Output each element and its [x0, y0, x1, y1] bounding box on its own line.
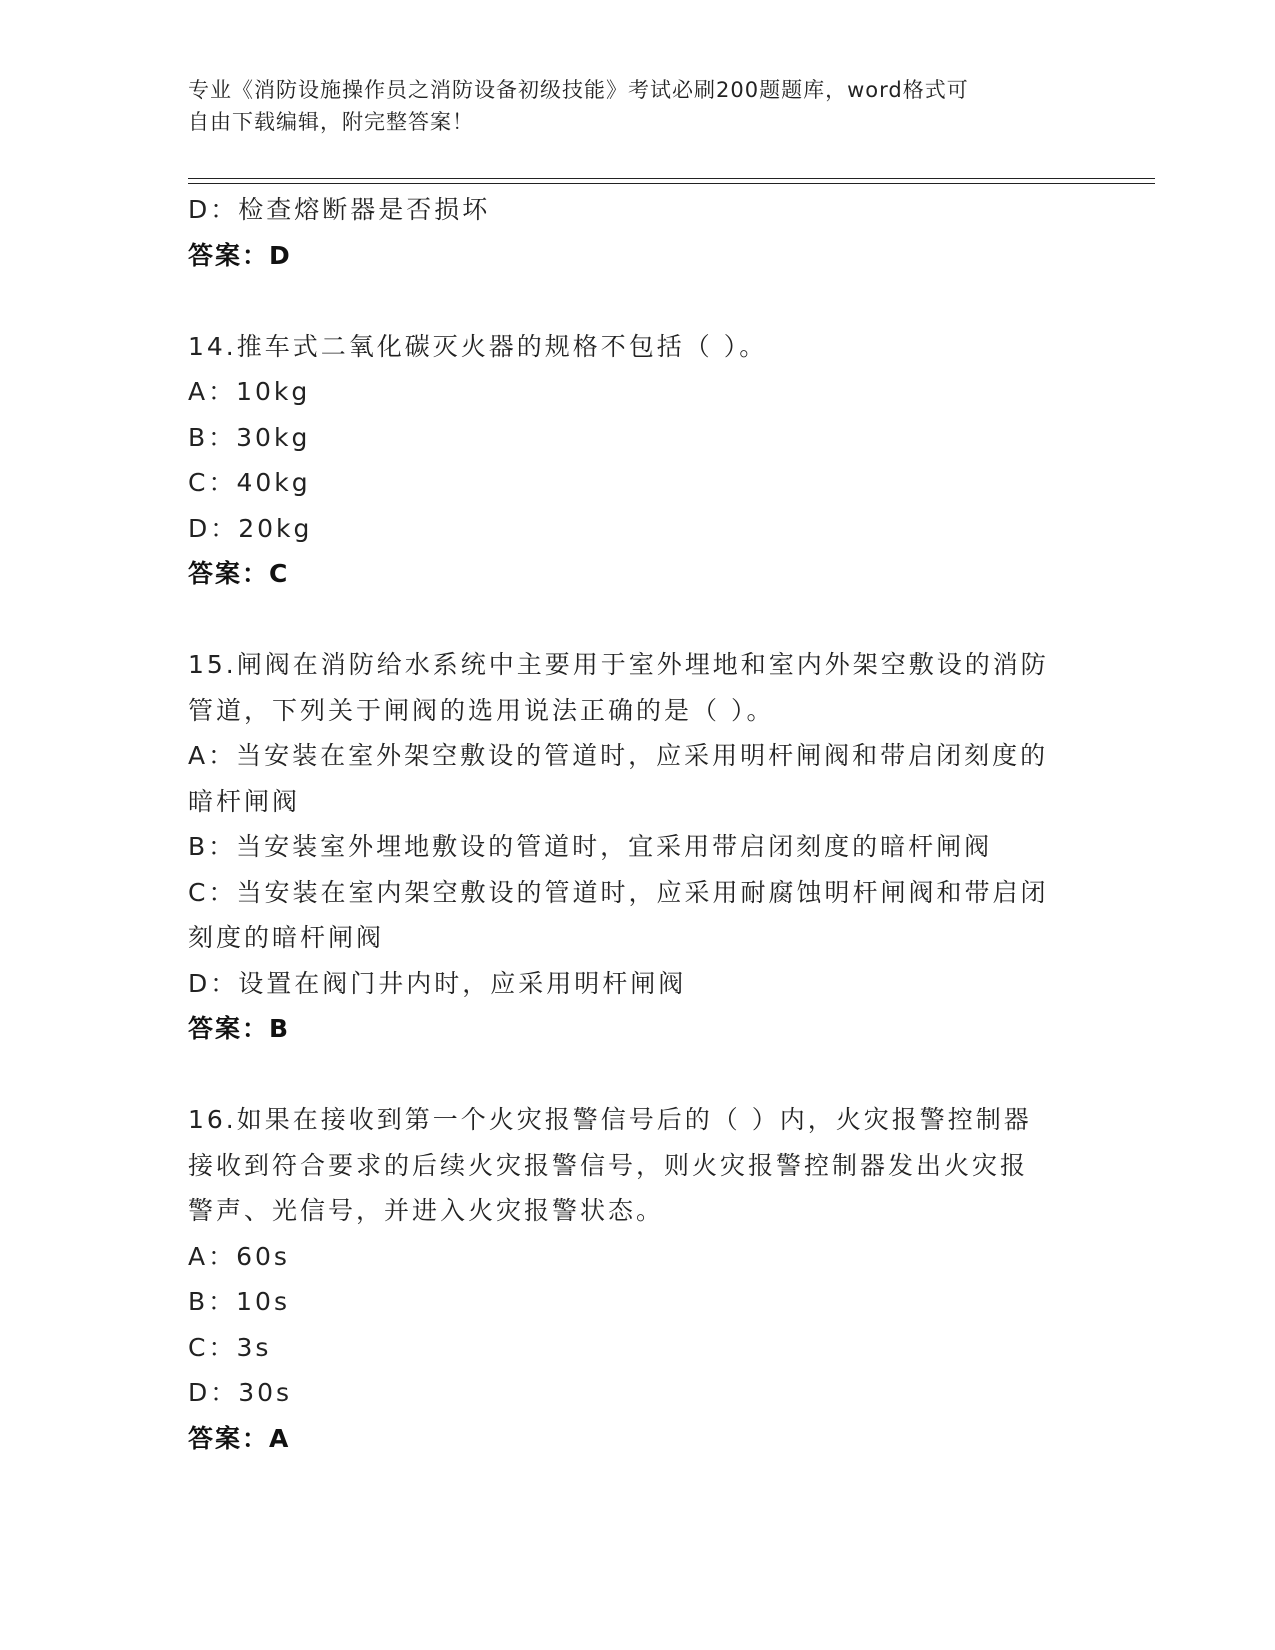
question-16-stem-line-2: 接收到符合要求的后续火灾报警信号，则火灾报警控制器发出火灾报	[188, 1150, 1029, 1180]
question-14-option-c: C：40kg	[188, 468, 311, 497]
page-header	[188, 74, 1068, 138]
question-15	[188, 642, 1088, 1052]
question-16	[188, 1097, 1088, 1461]
question-15-option-a-line-1: A：当安装在室外架空敷设的管道时，应采用明杆闸阀和带启闭刻度的	[188, 741, 1049, 770]
question-15-option-a-line-2: 暗杆闸阀	[188, 786, 301, 816]
question-15-stem-line-2: 管道，下列关于闸阀的选用说法正确的是（ ）。	[188, 695, 775, 725]
spacer	[188, 278, 1088, 324]
header-divider-top	[188, 178, 1155, 179]
spacer	[188, 1052, 1088, 1098]
question-16-stem-line-1: 16.如果在接收到第一个火灾报警信号后的（ ）内，火灾报警控制器	[188, 1105, 1032, 1134]
question-15-option-c-line-1: C：当安装在室内架空敷设的管道时，应采用耐腐蚀明杆闸阀和带启闭	[188, 877, 1049, 907]
question-14	[188, 324, 1088, 597]
question-15-stem-line-1: 15.闸阀在消防给水系统中主要用于室外埋地和室内外架空敷设的消防	[188, 650, 1049, 679]
question-16-option-b: B：10s	[188, 1287, 290, 1316]
question-14-option-d: D：20kg	[188, 513, 313, 543]
question-15-answer: 答案：B	[188, 1014, 291, 1043]
header-line-1: 专业《消防设施操作员之消防设备初级技能》考试必刷200题题库，word格式可	[188, 78, 969, 102]
question-14-answer: 答案：C	[188, 559, 290, 588]
question-16-option-d: D：30s	[188, 1378, 293, 1407]
carryover-option-d: D：检查熔断器是否损坏	[188, 195, 491, 224]
question-14-option-b: B：30kg	[188, 422, 311, 452]
question-16-option-a: A：60s	[188, 1241, 290, 1271]
question-16-stem-line-3: 警声、光信号，并进入火灾报警状态。	[188, 1196, 665, 1225]
question-14-stem: 14.推车式二氧化碳灭火器的规格不包括（ ）。	[188, 331, 768, 361]
question-15-option-b: B：当安装室外埋地敷设的管道时，宜采用带启闭刻度的暗杆闸阀	[188, 832, 993, 861]
question-15-option-c-line-2: 刻度的暗杆闸阀	[188, 923, 385, 952]
question-14-option-a: A：10kg	[188, 377, 311, 406]
question-15-option-d: D：设置在阀门井内时，应采用明杆闸阀	[188, 968, 687, 998]
question-content	[188, 187, 1088, 1461]
header-line-2: 自由下载编辑，附完整答案！	[188, 110, 474, 134]
question-16-option-c: C：3s	[188, 1332, 272, 1362]
question-16-answer: 答案：A	[188, 1423, 291, 1453]
header-divider-bottom	[188, 183, 1155, 184]
carryover-answer: 答案：D	[188, 240, 292, 270]
spacer	[188, 597, 1088, 643]
